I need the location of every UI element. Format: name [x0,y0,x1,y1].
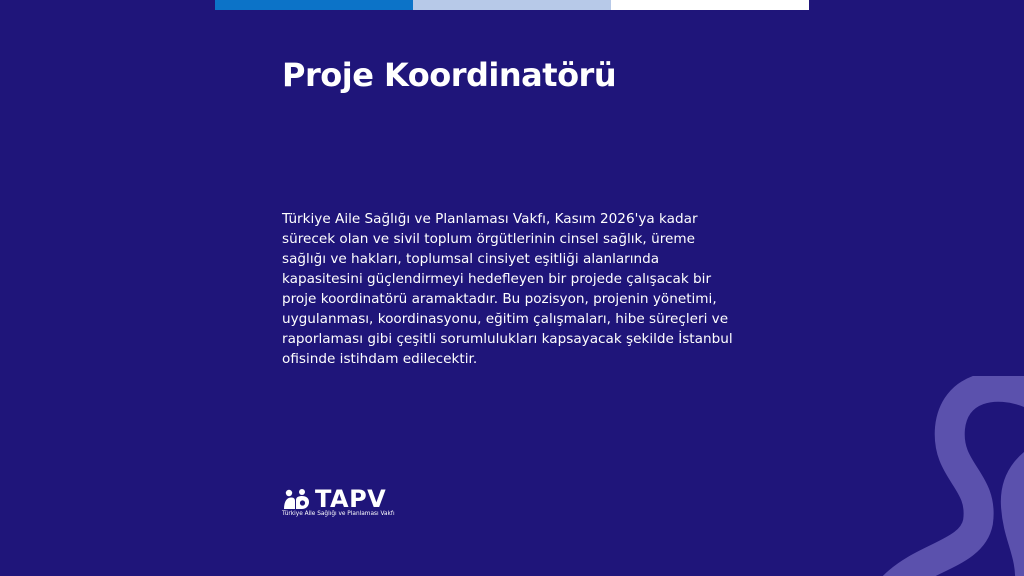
top-bar-blue-segment [215,0,413,10]
top-bar-light-segment [413,0,611,10]
top-color-bar [215,0,809,10]
top-bar-white-segment [611,0,809,10]
logo-subtitle: Türkiye Aile Sağlığı ve Planlaması Vakfı [282,511,395,517]
page-title: Proje Koordinatörü [282,56,617,94]
job-description: Türkiye Aile Sağlığı ve Planlaması Vakfı, Kasım 2026'ya kadar sürecek olan ve sivil toplum örgütlerinin cinsel sağlık, üreme sağlığı ve hakları, toplumsal cinsiyet eşitliği alanlarında kapasitesini güçlendirmeyi hedefleyen bir projede çalışacak bir proje koordinatörü aramaktadır. Bu pozisyon, projenin yönetimi, uygulanması, koordinasyonu, eğitim çalışmaları, hibe süreçleri ve raporlaması gibi çeşitli sorumlulukları kapsayacak şekilde İstanbul ofisinde istihdam edilecektir. [282,211,733,367]
tapv-logo [282,486,422,522]
family-icon [282,488,312,510]
logo-wordmark: TAPV [315,485,387,513]
wave-shape [854,376,1024,576]
